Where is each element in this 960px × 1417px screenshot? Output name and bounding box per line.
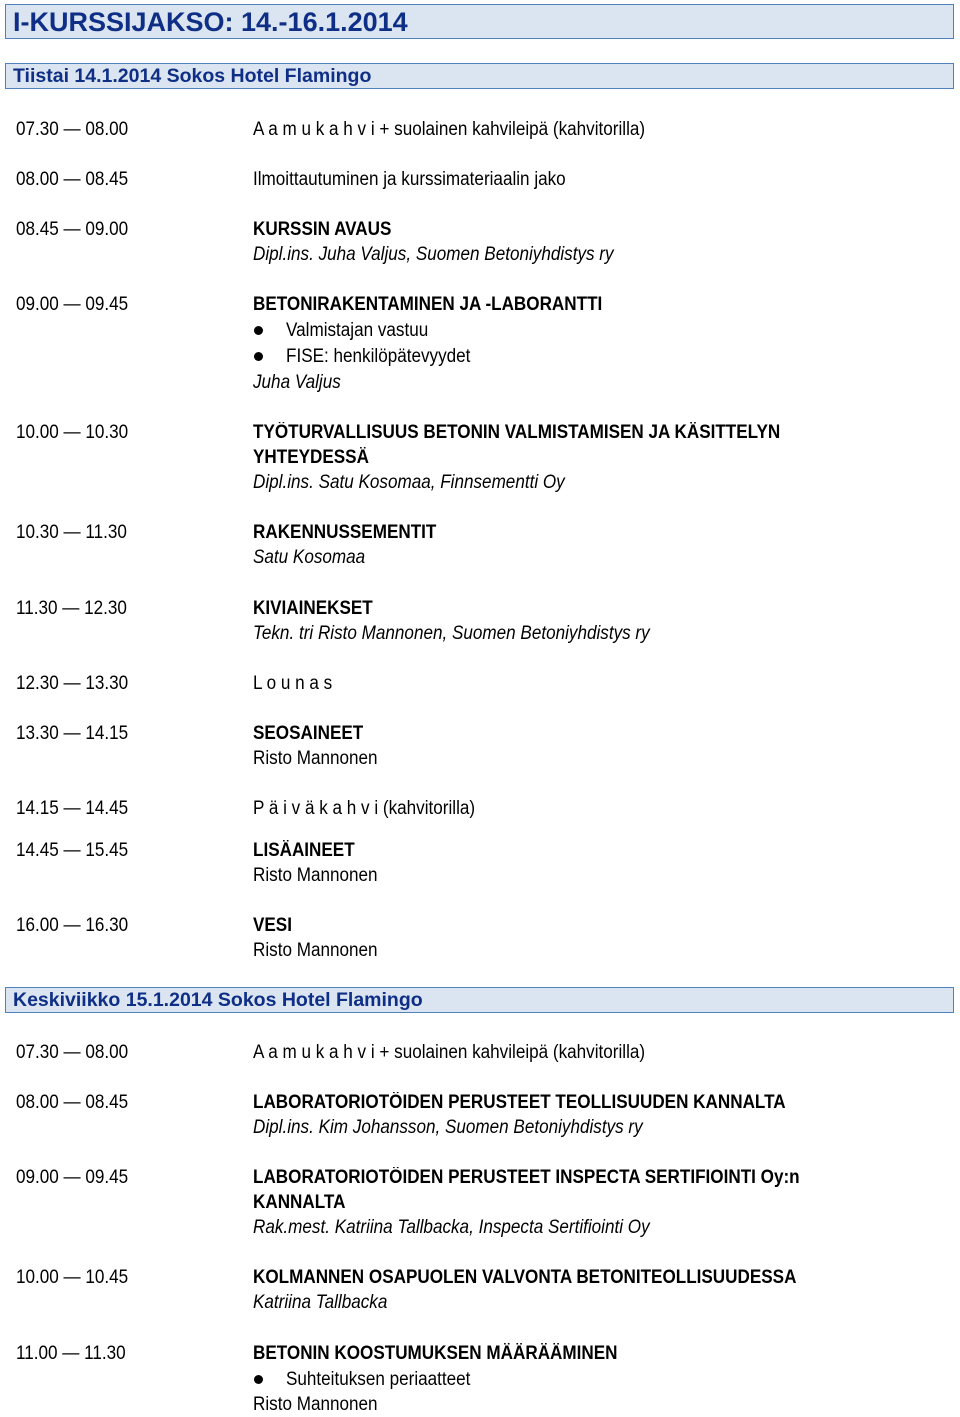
session-title: LABORATORIOTÖIDEN PERUSTEET INSPECTA SERTIFIOINTI Oy:n	[253, 1167, 800, 1188]
session-time: 12.30 — 13.30	[16, 673, 129, 694]
session-speaker: Risto Mannonen	[253, 940, 378, 961]
session-topic: FISE: henkilöpätevyydet	[286, 346, 471, 367]
session-topic: Valmistajan vastuu	[286, 320, 429, 341]
session-time: 13.30 — 14.15	[16, 723, 129, 744]
session-title: A a m u k a h v i + suolainen kahvileipä (kahvitorilla)	[253, 119, 646, 140]
session-title: BETONIRAKENTAMINEN JA -LABORANTTI	[253, 294, 603, 315]
session-title: BETONIN KOOSTUMUKSEN MÄÄRÄÄMINEN	[253, 1343, 618, 1364]
session-title: SEOSAINEET	[253, 723, 364, 744]
session-time: 09.00 — 09.45	[16, 294, 129, 315]
session-time: 14.45 — 15.45	[16, 840, 129, 861]
session-time: 08.00 — 08.45	[16, 169, 129, 190]
session-speaker: Rak.mest. Katriina Tallbacka, Inspecta Sertifiointi Oy	[253, 1217, 650, 1238]
session-speaker: Dipl.ins. Kim Johansson, Suomen Betoniyhdistys ry	[253, 1117, 643, 1138]
session-speaker: Tekn. tri Risto Mannonen, Suomen Betoniyhdistys ry	[253, 623, 650, 644]
session-title-continued: YHTEYDESSÄ	[253, 447, 369, 468]
session-time: 11.30 — 12.30	[16, 598, 127, 619]
session-speaker: Risto Mannonen	[253, 748, 378, 769]
session-title: A a m u k a h v i + suolainen kahvileipä (kahvitorilla)	[253, 1042, 646, 1063]
session-title: KIVIAINEKSET	[253, 598, 373, 619]
session-time: 16.00 — 16.30	[16, 915, 129, 936]
session-speaker: Risto Mannonen	[253, 1394, 378, 1415]
session-time: 11.00 — 11.30	[16, 1343, 126, 1364]
session-time: 08.00 — 08.45	[16, 1092, 129, 1113]
page-title: I-KURSSIJAKSO: 14.-16.1.2014	[5, 4, 954, 39]
session-time: 07.30 — 08.00	[16, 1042, 129, 1063]
session-speaker: Satu Kosomaa	[253, 547, 366, 568]
session-speaker: Risto Mannonen	[253, 865, 378, 886]
session-speaker: Dipl.ins. Juha Valjus, Suomen Betoniyhdistys ry	[253, 244, 614, 265]
session-title: Ilmoittautuminen ja kurssimateriaalin jako	[253, 169, 566, 190]
bullet-icon	[254, 1375, 263, 1384]
session-title: LABORATORIOTÖIDEN PERUSTEET TEOLLISUUDEN KANNALTA	[253, 1092, 786, 1113]
session-time: 07.30 — 08.00	[16, 119, 129, 140]
session-speaker: Juha Valjus	[253, 372, 341, 393]
session-time: 14.15 — 14.45	[16, 798, 129, 819]
session-topic: Suhteituksen periaatteet	[286, 1369, 471, 1390]
session-title: RAKENNUSSEMENTIT	[253, 522, 437, 543]
session-title: L o u n a s	[253, 673, 333, 694]
day-heading-tuesday: Tiistai 14.1.2014 Sokos Hotel Flamingo	[5, 63, 954, 89]
session-time: 09.00 — 09.45	[16, 1167, 129, 1188]
day-heading-wednesday: Keskiviikko 15.1.2014 Sokos Hotel Flamingo	[5, 987, 954, 1013]
session-time: 10.00 — 10.45	[16, 1267, 129, 1288]
session-title: P ä i v ä k a h v i (kahvitorilla)	[253, 798, 476, 819]
session-title-continued: KANNALTA	[253, 1192, 346, 1213]
session-title: KOLMANNEN OSAPUOLEN VALVONTA BETONITEOLLISUUDESSA	[253, 1267, 797, 1288]
session-speaker: Dipl.ins. Satu Kosomaa, Finnsementti Oy	[253, 472, 565, 493]
session-title: KURSSIN AVAUS	[253, 219, 392, 240]
session-speaker: Katriina Tallbacka	[253, 1292, 388, 1313]
bullet-icon	[254, 352, 263, 361]
session-title: LISÄAINEET	[253, 840, 355, 861]
bullet-icon	[254, 326, 263, 335]
session-time: 10.30 — 11.30	[16, 522, 127, 543]
session-title: TYÖTURVALLISUUS BETONIN VALMISTAMISEN JA KÄSITTELYN	[253, 422, 781, 443]
session-title: VESI	[253, 915, 292, 936]
session-time: 08.45 — 09.00	[16, 219, 129, 240]
session-time: 10.00 — 10.30	[16, 422, 129, 443]
